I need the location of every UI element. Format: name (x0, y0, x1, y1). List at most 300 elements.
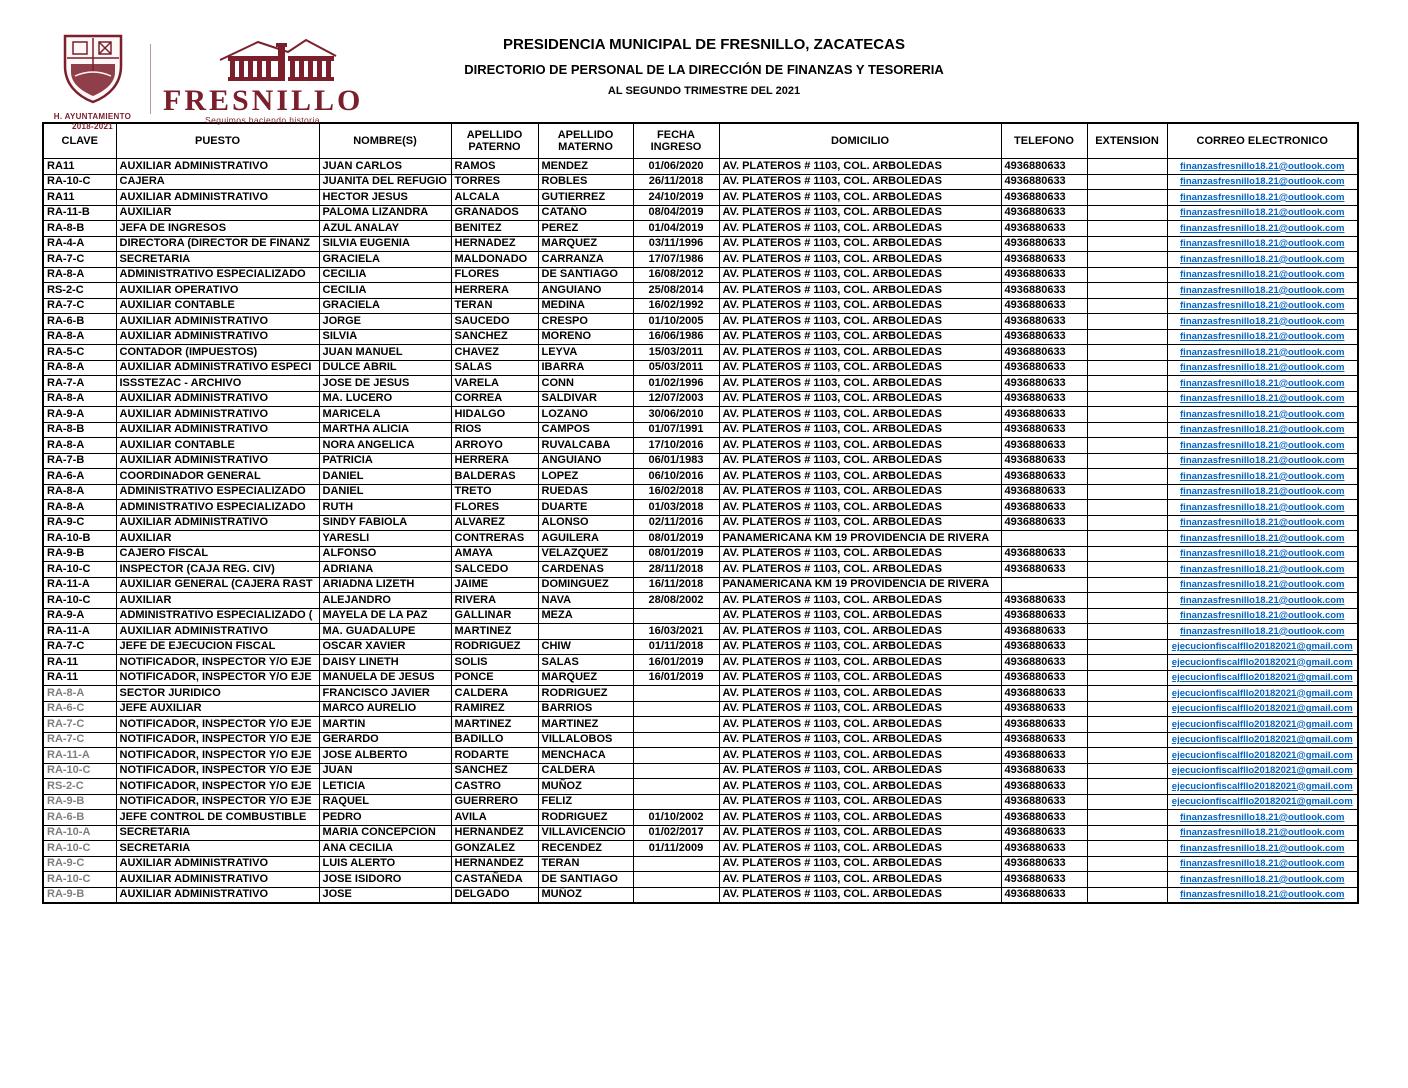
table-row (43, 763, 1358, 779)
cell-extension (1087, 593, 1167, 609)
email-link[interactable]: finanzasfresnillo18.21@outlook.com (1180, 408, 1345, 420)
cell-nombre: SILVIA (319, 329, 451, 345)
cell-nombre: HECTOR JESUS (319, 190, 451, 206)
cell-extension (1087, 562, 1167, 578)
cell-apellido-paterno: GRANADOS (451, 205, 538, 221)
cell-correo (1167, 779, 1358, 795)
cell-correo (1167, 577, 1358, 593)
cell-correo (1167, 174, 1358, 190)
email-link[interactable]: finanzasfresnillo18.21@outlook.com (1180, 532, 1345, 544)
cell-puesto: ADMINISTRATIVO ESPECIALIZADO (116, 267, 319, 283)
cell-domicilio: AV. PLATEROS # 1103, COL. ARBOLEDAS (719, 593, 1001, 609)
cell-nombre: GRACIELA (319, 298, 451, 314)
cell-domicilio: AV. PLATEROS # 1103, COL. ARBOLEDAS (719, 469, 1001, 485)
cell-domicilio: AV. PLATEROS # 1103, COL. ARBOLEDAS (719, 407, 1001, 423)
cell-fecha-ingreso: 28/11/2018 (633, 562, 719, 578)
cell-fecha-ingreso: 26/11/2018 (633, 174, 719, 190)
email-link[interactable]: finanzasfresnillo18.21@outlook.com (1180, 548, 1345, 560)
cell-clave: RA-6-B (43, 314, 116, 330)
cell-nombre: NORA ANGELICA (319, 438, 451, 454)
cell-domicilio: AV. PLATEROS # 1103, COL. ARBOLEDAS (719, 639, 1001, 655)
cell-domicilio: AV. PLATEROS # 1103, COL. ARBOLEDAS (719, 236, 1001, 252)
cell-domicilio: PANAMERICANA KM 19 PROVIDENCIA DE RIVERA (719, 577, 1001, 593)
email-link[interactable]: finanzasfresnillo18.21@outlook.com (1180, 377, 1345, 389)
cell-fecha-ingreso: 16/08/2012 (633, 267, 719, 283)
email-link[interactable]: ejecucionfiscalfllo20182021@gmail.com (1171, 796, 1353, 808)
table-row (43, 810, 1358, 826)
column-header-clave: CLAVE (43, 123, 116, 159)
cell-extension (1087, 686, 1167, 702)
email-link[interactable]: ejecucionfiscalfllo20182021@gmail.com (1171, 641, 1353, 653)
cell-nombre: PEDRO (319, 810, 451, 826)
email-link[interactable]: finanzasfresnillo18.21@outlook.com (1180, 501, 1345, 513)
email-link[interactable]: finanzasfresnillo18.21@outlook.com (1180, 253, 1345, 265)
cell-puesto: AUXILIAR ADMINISTRATIVO (116, 887, 319, 903)
email-link[interactable]: finanzasfresnillo18.21@outlook.com (1180, 579, 1345, 591)
cell-telefono: 4936880633 (1001, 841, 1087, 857)
cell-telefono: 4936880633 (1001, 283, 1087, 299)
table-row (43, 190, 1358, 206)
cell-correo (1167, 748, 1358, 764)
table-row (43, 252, 1358, 268)
email-link[interactable]: finanzasfresnillo18.21@outlook.com (1180, 486, 1345, 498)
page-header (0, 0, 1408, 131)
cell-puesto: AUXILIAR ADMINISTRATIVO (116, 856, 319, 872)
cell-nombre: MAYELA DE LA PAZ (319, 608, 451, 624)
cell-apellido-paterno: CALDERA (451, 686, 538, 702)
email-link[interactable]: ejecucionfiscalfllo20182021@gmail.com (1171, 718, 1353, 730)
email-link[interactable]: finanzasfresnillo18.21@outlook.com (1180, 470, 1345, 482)
personnel-directory-table (42, 122, 1359, 904)
cell-correo (1167, 887, 1358, 903)
cell-extension (1087, 763, 1167, 779)
cell-nombre: JUAN CARLOS (319, 159, 451, 175)
cell-correo (1167, 608, 1358, 624)
cell-extension (1087, 546, 1167, 562)
cell-fecha-ingreso: 24/10/2019 (633, 190, 719, 206)
cell-apellido-materno: MUÑOZ (538, 887, 633, 903)
email-link[interactable]: finanzasfresnillo18.21@outlook.com (1180, 873, 1345, 885)
cell-apellido-materno: RODRIGUEZ (538, 686, 633, 702)
cell-apellido-paterno: RODRIGUEZ (451, 639, 538, 655)
cell-puesto: ADMINISTRATIVO ESPECIALIZADO (116, 500, 319, 516)
cell-clave: RA-7-C (43, 732, 116, 748)
cell-correo (1167, 205, 1358, 221)
cell-nombre: MARCO AURELIO (319, 701, 451, 717)
cell-extension (1087, 717, 1167, 733)
cell-correo (1167, 593, 1358, 609)
cell-fecha-ingreso: 01/07/1991 (633, 422, 719, 438)
cell-apellido-paterno: CASTAÑEDA (451, 872, 538, 888)
cell-clave: RA-10-C (43, 841, 116, 857)
cell-clave: RA-7-B (43, 453, 116, 469)
cell-telefono: 4936880633 (1001, 515, 1087, 531)
cell-extension (1087, 825, 1167, 841)
cell-extension (1087, 624, 1167, 640)
cell-apellido-materno: VILLALOBOS (538, 732, 633, 748)
email-link[interactable]: ejecucionfiscalfllo20182021@gmail.com (1171, 749, 1353, 761)
cell-extension (1087, 236, 1167, 252)
cell-apellido-paterno: RAMOS (451, 159, 538, 175)
cell-clave: RA-9-C (43, 856, 116, 872)
cell-domicilio: AV. PLATEROS # 1103, COL. ARBOLEDAS (719, 763, 1001, 779)
cell-clave: RA-6-C (43, 701, 116, 717)
cell-correo (1167, 810, 1358, 826)
cell-telefono: 4936880633 (1001, 236, 1087, 252)
cell-domicilio: AV. PLATEROS # 1103, COL. ARBOLEDAS (719, 329, 1001, 345)
table-row (43, 608, 1358, 624)
cell-telefono: 4936880633 (1001, 701, 1087, 717)
email-link[interactable]: ejecucionfiscalfllo20182021@gmail.com (1171, 672, 1353, 684)
cell-nombre: FRANCISCO JAVIER (319, 686, 451, 702)
cell-puesto: NOTIFICADOR, INSPECTOR Y/O EJE (116, 779, 319, 795)
cell-extension (1087, 810, 1167, 826)
cell-nombre: JORGE (319, 314, 451, 330)
cell-apellido-materno: RUEDAS (538, 484, 633, 500)
email-link[interactable]: finanzasfresnillo18.21@outlook.com (1180, 222, 1345, 234)
cell-apellido-materno: CARRANZA (538, 252, 633, 268)
cell-domicilio: AV. PLATEROS # 1103, COL. ARBOLEDAS (719, 221, 1001, 237)
cell-puesto: SECTOR JURIDICO (116, 686, 319, 702)
cell-domicilio: AV. PLATEROS # 1103, COL. ARBOLEDAS (719, 314, 1001, 330)
cell-clave: RA-11 (43, 670, 116, 686)
cell-apellido-paterno: SALAS (451, 360, 538, 376)
cell-correo (1167, 732, 1358, 748)
cell-puesto: AUXILIAR CONTABLE (116, 298, 319, 314)
table-row (43, 376, 1358, 392)
cell-apellido-materno: CALDERA (538, 763, 633, 779)
cell-fecha-ingreso: 28/08/2002 (633, 593, 719, 609)
cell-extension (1087, 841, 1167, 857)
cell-telefono: 4936880633 (1001, 593, 1087, 609)
cell-puesto: AUXILIAR GENERAL (CAJERA RAST (116, 577, 319, 593)
cell-puesto: AUXILIAR ADMINISTRATIVO ESPECI (116, 360, 319, 376)
cell-extension (1087, 391, 1167, 407)
cell-apellido-paterno: BENITEZ (451, 221, 538, 237)
cell-telefono: 4936880633 (1001, 469, 1087, 485)
cell-puesto: SECRETARIA (116, 841, 319, 857)
cell-puesto: JEFE CONTROL DE COMBUSTIBLE (116, 810, 319, 826)
cell-clave: RS-2-C (43, 779, 116, 795)
email-link[interactable]: finanzasfresnillo18.21@outlook.com (1180, 610, 1345, 622)
cell-extension (1087, 670, 1167, 686)
cell-domicilio: AV. PLATEROS # 1103, COL. ARBOLEDAS (719, 887, 1001, 903)
email-link[interactable]: finanzasfresnillo18.21@outlook.com (1180, 284, 1345, 296)
table-row (43, 887, 1358, 903)
cell-puesto: NOTIFICADOR, INSPECTOR Y/O EJE (116, 670, 319, 686)
cell-clave: RA-9-B (43, 546, 116, 562)
cell-domicilio: AV. PLATEROS # 1103, COL. ARBOLEDAS (719, 546, 1001, 562)
cell-domicilio: AV. PLATEROS # 1103, COL. ARBOLEDAS (719, 872, 1001, 888)
email-link[interactable]: finanzasfresnillo18.21@outlook.com (1180, 811, 1345, 823)
cell-clave: RA-8-A (43, 267, 116, 283)
table-row (43, 360, 1358, 376)
cell-correo (1167, 500, 1358, 516)
cell-nombre: ARIADNA LIZETH (319, 577, 451, 593)
cell-apellido-materno: NAVA (538, 593, 633, 609)
table-row (43, 841, 1358, 857)
cell-puesto: AUXILIAR ADMINISTRATIVO (116, 391, 319, 407)
table-row (43, 872, 1358, 888)
email-link[interactable]: finanzasfresnillo18.21@outlook.com (1180, 517, 1345, 529)
cell-extension (1087, 376, 1167, 392)
cell-puesto: AUXILIAR CONTABLE (116, 438, 319, 454)
cell-puesto: AUXILIAR ADMINISTRATIVO (116, 422, 319, 438)
cell-telefono: 4936880633 (1001, 500, 1087, 516)
cell-apellido-paterno: ALVAREZ (451, 515, 538, 531)
cell-apellido-materno: VELAZQUEZ (538, 546, 633, 562)
email-link[interactable]: finanzasfresnillo18.21@outlook.com (1180, 346, 1345, 358)
table-row (43, 825, 1358, 841)
email-link[interactable]: finanzasfresnillo18.21@outlook.com (1180, 594, 1345, 606)
cell-apellido-materno: ANGUIANO (538, 283, 633, 299)
cell-extension (1087, 298, 1167, 314)
cell-telefono: 4936880633 (1001, 159, 1087, 175)
cell-nombre: MARTHA ALICIA (319, 422, 451, 438)
table-row (43, 639, 1358, 655)
cell-extension (1087, 531, 1167, 547)
cell-extension (1087, 577, 1167, 593)
email-link[interactable]: finanzasfresnillo18.21@outlook.com (1180, 191, 1345, 203)
cell-correo (1167, 236, 1358, 252)
table-row (43, 314, 1358, 330)
table-row (43, 515, 1358, 531)
cell-apellido-paterno: SANCHEZ (451, 329, 538, 345)
email-link[interactable]: finanzasfresnillo18.21@outlook.com (1180, 269, 1345, 281)
cell-nombre: SILVIA EUGENIA (319, 236, 451, 252)
table-row (43, 624, 1358, 640)
cell-telefono: 4936880633 (1001, 655, 1087, 671)
cell-correo (1167, 872, 1358, 888)
cell-domicilio: PANAMERICANA KM 19 PROVIDENCIA DE RIVERA (719, 531, 1001, 547)
cell-telefono: 4936880633 (1001, 360, 1087, 376)
table-row (43, 345, 1358, 361)
email-link[interactable]: finanzasfresnillo18.21@outlook.com (1180, 625, 1345, 637)
cell-puesto: AUXILIAR ADMINISTRATIVO (116, 314, 319, 330)
cell-puesto: JEFE DE EJECUCION FISCAL (116, 639, 319, 655)
cell-apellido-materno: CARDENAS (538, 562, 633, 578)
cell-fecha-ingreso: 16/06/1986 (633, 329, 719, 345)
email-link[interactable]: finanzasfresnillo18.21@outlook.com (1180, 827, 1345, 839)
cell-extension (1087, 174, 1167, 190)
cell-clave: RA-11-B (43, 205, 116, 221)
email-link[interactable]: finanzasfresnillo18.21@outlook.com (1180, 362, 1345, 374)
cell-apellido-materno: DOMINGUEZ (538, 577, 633, 593)
cell-fecha-ingreso: 01/02/1996 (633, 376, 719, 392)
table-row (43, 531, 1358, 547)
cell-puesto: SECRETARIA (116, 252, 319, 268)
email-link[interactable]: ejecucionfiscalfllo20182021@gmail.com (1171, 734, 1353, 746)
cell-domicilio: AV. PLATEROS # 1103, COL. ARBOLEDAS (719, 422, 1001, 438)
cell-apellido-materno: MENCHACA (538, 748, 633, 764)
cell-correo (1167, 670, 1358, 686)
cell-correo (1167, 360, 1358, 376)
cell-telefono (1001, 531, 1087, 547)
table-row (43, 283, 1358, 299)
cell-extension (1087, 438, 1167, 454)
cell-correo (1167, 825, 1358, 841)
cell-domicilio: AV. PLATEROS # 1103, COL. ARBOLEDAS (719, 438, 1001, 454)
cell-fecha-ingreso (633, 887, 719, 903)
cell-fecha-ingreso (633, 856, 719, 872)
cell-domicilio: AV. PLATEROS # 1103, COL. ARBOLEDAS (719, 686, 1001, 702)
cell-clave: RA-8-A (43, 484, 116, 500)
email-link[interactable]: finanzasfresnillo18.21@outlook.com (1180, 563, 1345, 575)
cell-extension (1087, 856, 1167, 872)
cell-apellido-paterno: SANCHEZ (451, 763, 538, 779)
cell-apellido-paterno: RAMIREZ (451, 701, 538, 717)
cell-nombre: DAISY LINETH (319, 655, 451, 671)
cell-puesto: AUXILIAR ADMINISTRATIVO (116, 515, 319, 531)
cell-apellido-paterno: CORREA (451, 391, 538, 407)
cell-clave: RA-10-C (43, 562, 116, 578)
cell-clave: RA-7-C (43, 717, 116, 733)
cell-nombre: PALOMA LIZANDRA (319, 205, 451, 221)
table-row (43, 236, 1358, 252)
cell-apellido-paterno: FLORES (451, 500, 538, 516)
cell-telefono: 4936880633 (1001, 267, 1087, 283)
email-link[interactable]: ejecucionfiscalfllo20182021@gmail.com (1171, 687, 1353, 699)
email-link[interactable]: finanzasfresnillo18.21@outlook.com (1180, 207, 1345, 219)
cell-domicilio: AV. PLATEROS # 1103, COL. ARBOLEDAS (719, 267, 1001, 283)
cell-domicilio: AV. PLATEROS # 1103, COL. ARBOLEDAS (719, 453, 1001, 469)
cell-domicilio: AV. PLATEROS # 1103, COL. ARBOLEDAS (719, 360, 1001, 376)
cell-correo (1167, 546, 1358, 562)
email-link[interactable]: finanzasfresnillo18.21@outlook.com (1180, 455, 1345, 467)
cell-apellido-materno: IBARRA (538, 360, 633, 376)
cell-telefono: 4936880633 (1001, 887, 1087, 903)
cell-correo (1167, 562, 1358, 578)
cell-extension (1087, 314, 1167, 330)
cell-extension (1087, 701, 1167, 717)
table-row (43, 779, 1358, 795)
email-link[interactable]: ejecucionfiscalfllo20182021@gmail.com (1171, 703, 1353, 715)
shield-caption-line1: H. AYUNTAMIENTO (53, 112, 132, 121)
cell-apellido-materno: MEZA (538, 608, 633, 624)
cell-extension (1087, 484, 1167, 500)
cell-puesto: NOTIFICADOR, INSPECTOR Y/O EJE (116, 655, 319, 671)
cell-fecha-ingreso: 16/01/2019 (633, 670, 719, 686)
cell-correo (1167, 453, 1358, 469)
cell-telefono: 4936880633 (1001, 329, 1087, 345)
cell-correo (1167, 624, 1358, 640)
cell-domicilio: AV. PLATEROS # 1103, COL. ARBOLEDAS (719, 732, 1001, 748)
document-title: PRESIDENCIA MUNICIPAL DE FRESNILLO, ZACATECAS (503, 36, 905, 53)
cell-apellido-materno: SALDIVAR (538, 391, 633, 407)
email-link[interactable]: finanzasfresnillo18.21@outlook.com (1180, 424, 1345, 436)
cell-telefono: 4936880633 (1001, 314, 1087, 330)
cell-telefono: 4936880633 (1001, 794, 1087, 810)
cell-nombre: MARICELA (319, 407, 451, 423)
email-link[interactable]: finanzasfresnillo18.21@outlook.com (1180, 889, 1345, 901)
cell-clave: RA-10-A (43, 825, 116, 841)
table-row (43, 577, 1358, 593)
email-link[interactable]: ejecucionfiscalfllo20182021@gmail.com (1171, 765, 1353, 777)
cell-fecha-ingreso: 16/02/1992 (633, 298, 719, 314)
cell-apellido-paterno: FLORES (451, 267, 538, 283)
cell-nombre: LUIS ALERTO (319, 856, 451, 872)
cell-telefono (1001, 577, 1087, 593)
cell-telefono: 4936880633 (1001, 562, 1087, 578)
cell-telefono: 4936880633 (1001, 810, 1087, 826)
table-row (43, 593, 1358, 609)
cell-apellido-paterno: ALCALA (451, 190, 538, 206)
email-link[interactable]: finanzasfresnillo18.21@outlook.com (1180, 393, 1345, 405)
table-row (43, 686, 1358, 702)
cell-puesto: AUXILIAR (116, 531, 319, 547)
email-link[interactable]: finanzasfresnillo18.21@outlook.com (1180, 331, 1345, 343)
cell-extension (1087, 655, 1167, 671)
email-link[interactable]: finanzasfresnillo18.21@outlook.com (1180, 300, 1345, 312)
cell-nombre: RAQUEL (319, 794, 451, 810)
cell-clave: RA-8-A (43, 360, 116, 376)
cell-correo (1167, 252, 1358, 268)
cell-puesto: CONTADOR (IMPUESTOS) (116, 345, 319, 361)
email-link[interactable]: finanzasfresnillo18.21@outlook.com (1180, 842, 1345, 854)
cell-fecha-ingreso (633, 717, 719, 733)
cell-extension (1087, 283, 1167, 299)
cell-fecha-ingreso: 30/06/2010 (633, 407, 719, 423)
cell-extension (1087, 515, 1167, 531)
email-link[interactable]: finanzasfresnillo18.21@outlook.com (1180, 160, 1345, 172)
cell-telefono: 4936880633 (1001, 221, 1087, 237)
cell-clave: RA-8-A (43, 329, 116, 345)
cell-correo (1167, 159, 1358, 175)
document-titles (0, 36, 1408, 97)
table-row (43, 717, 1358, 733)
email-link[interactable]: finanzasfresnillo18.21@outlook.com (1180, 315, 1345, 327)
cell-nombre: JUAN MANUEL (319, 345, 451, 361)
email-link[interactable]: finanzasfresnillo18.21@outlook.com (1180, 238, 1345, 250)
email-link[interactable]: ejecucionfiscalfllo20182021@gmail.com (1171, 656, 1353, 668)
cell-fecha-ingreso: 12/07/2003 (633, 391, 719, 407)
cell-nombre: MARIA CONCEPCION (319, 825, 451, 841)
cell-puesto: CAJERO FISCAL (116, 546, 319, 562)
cell-clave: RA-7-A (43, 376, 116, 392)
cell-clave: RA-7-C (43, 252, 116, 268)
cell-extension (1087, 608, 1167, 624)
brand-tagline: Seguimos haciendo historia (205, 115, 320, 125)
cell-domicilio: AV. PLATEROS # 1103, COL. ARBOLEDAS (719, 298, 1001, 314)
cell-apellido-paterno: TERAN (451, 298, 538, 314)
cell-apellido-materno: MENDEZ (538, 159, 633, 175)
column-header-domicilio: DOMICILIO (719, 123, 1001, 159)
cell-telefono: 4936880633 (1001, 252, 1087, 268)
table-row (43, 205, 1358, 221)
cell-puesto: NOTIFICADOR, INSPECTOR Y/O EJE (116, 717, 319, 733)
cell-domicilio: AV. PLATEROS # 1103, COL. ARBOLEDAS (719, 794, 1001, 810)
email-link[interactable]: ejecucionfiscalfllo20182021@gmail.com (1171, 780, 1353, 792)
cell-nombre: AZUL ANALAY (319, 221, 451, 237)
column-header-apellido-paterno: APELLIDO PATERNO (451, 123, 538, 159)
cell-fecha-ingreso: 01/10/2002 (633, 810, 719, 826)
cell-fecha-ingreso: 08/01/2019 (633, 546, 719, 562)
email-link[interactable]: finanzasfresnillo18.21@outlook.com (1180, 858, 1345, 870)
cell-apellido-paterno: GALLINAR (451, 608, 538, 624)
cell-nombre: JOSE DE JESUS (319, 376, 451, 392)
cell-fecha-ingreso: 01/04/2019 (633, 221, 719, 237)
cell-nombre: LETICIA (319, 779, 451, 795)
table-row (43, 159, 1358, 175)
cell-fecha-ingreso: 17/10/2016 (633, 438, 719, 454)
cell-telefono: 4936880633 (1001, 779, 1087, 795)
cell-clave: RA-9-B (43, 887, 116, 903)
cell-domicilio: AV. PLATEROS # 1103, COL. ARBOLEDAS (719, 701, 1001, 717)
email-link[interactable]: finanzasfresnillo18.21@outlook.com (1180, 439, 1345, 451)
email-link[interactable]: finanzasfresnillo18.21@outlook.com (1180, 176, 1345, 188)
cell-apellido-materno: DUARTE (538, 500, 633, 516)
cell-apellido-materno: LEYVA (538, 345, 633, 361)
